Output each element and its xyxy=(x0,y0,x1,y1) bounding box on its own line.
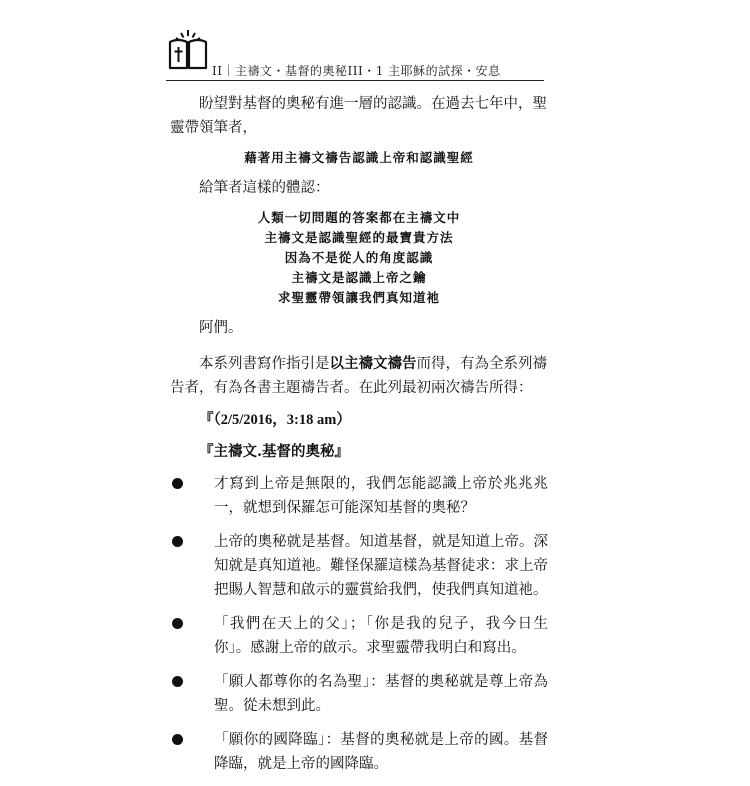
list-item: 才寫到上帝是無限的，我們怎能認識上帝於兆兆兆一，就想到保羅怎可能深知基督的奧秘？ xyxy=(170,472,548,520)
open-bible-cross-icon xyxy=(166,28,210,72)
centered-statement: 藉著用主禱文禱告認識上帝和認識聖經 xyxy=(244,150,474,165)
list-item: 「願你的國降臨」：基督的奧秘就是上帝的國。基督降臨，就是上帝的國降臨。 xyxy=(170,728,548,776)
centered-list-item: 主禱文是認識上帝之鑰 xyxy=(291,270,427,285)
paragraph-series-guide xyxy=(170,352,548,400)
paragraph-intro: 盼望對基督的奧秘有進一層的認識。在過去七年中，聖靈帶領筆者， xyxy=(170,96,547,136)
running-head: II｜主禱文・基督的奧秘III・1 主耶穌的試探・安息 xyxy=(212,64,501,78)
list-item: 上帝的奧秘就是基督。知道基督，就是知道上帝。深知就是真知道祂。難怪保羅這樣為基督徒求：求上帝把賜人智慧和啟示的靈賞給我們，使我們真知道祂。 xyxy=(170,530,548,602)
prayer-bullet-list xyxy=(170,472,548,776)
bullet-dot-icon xyxy=(172,536,183,547)
header-rule xyxy=(166,80,544,81)
list-item: 「願人都尊你的名為聖」：基督的奧秘就是尊上帝為聖。從未想到此。 xyxy=(170,670,548,718)
bullet-dot-icon xyxy=(172,676,183,687)
bullet-dot-icon xyxy=(172,478,183,489)
prayer-topic-line: 『主禱文.基督的奧秘』 xyxy=(199,443,350,460)
list-item: 「我們在天上的父」；「你是我的兒子，我今日生你」。感謝上帝的啟示。求聖靈帶我明白和寫出。 xyxy=(170,612,548,660)
bullet-dot-icon xyxy=(172,618,183,629)
series-guide-emphasis: 以主禱文禱告 xyxy=(329,355,417,372)
amen-text: 阿們。 xyxy=(199,320,243,336)
prayer-date-line: 『（2/5/2016，3:18 am） xyxy=(199,412,351,428)
series-guide-text-rest: 而得，有為全系列禱告者，有為各書主題禱告者。在此列最初兩次禱告所得： xyxy=(170,356,547,396)
bullet-dot-icon xyxy=(172,734,183,745)
series-guide-text: 本系列書寫作指引是 xyxy=(199,356,330,372)
centered-list-item: 因為不是從人的角度認識 xyxy=(284,250,434,265)
centered-list-item: 人類一切問題的答案都在主禱文中 xyxy=(257,210,461,225)
centered-list-item: 主禱文是認識聖經的最寶貴方法 xyxy=(264,230,454,245)
page-body xyxy=(170,92,548,786)
paragraph-realization: 給筆者這樣的體認： xyxy=(199,180,330,196)
centered-list-item: 求聖靈帶領讓我們真知道祂 xyxy=(277,290,440,305)
